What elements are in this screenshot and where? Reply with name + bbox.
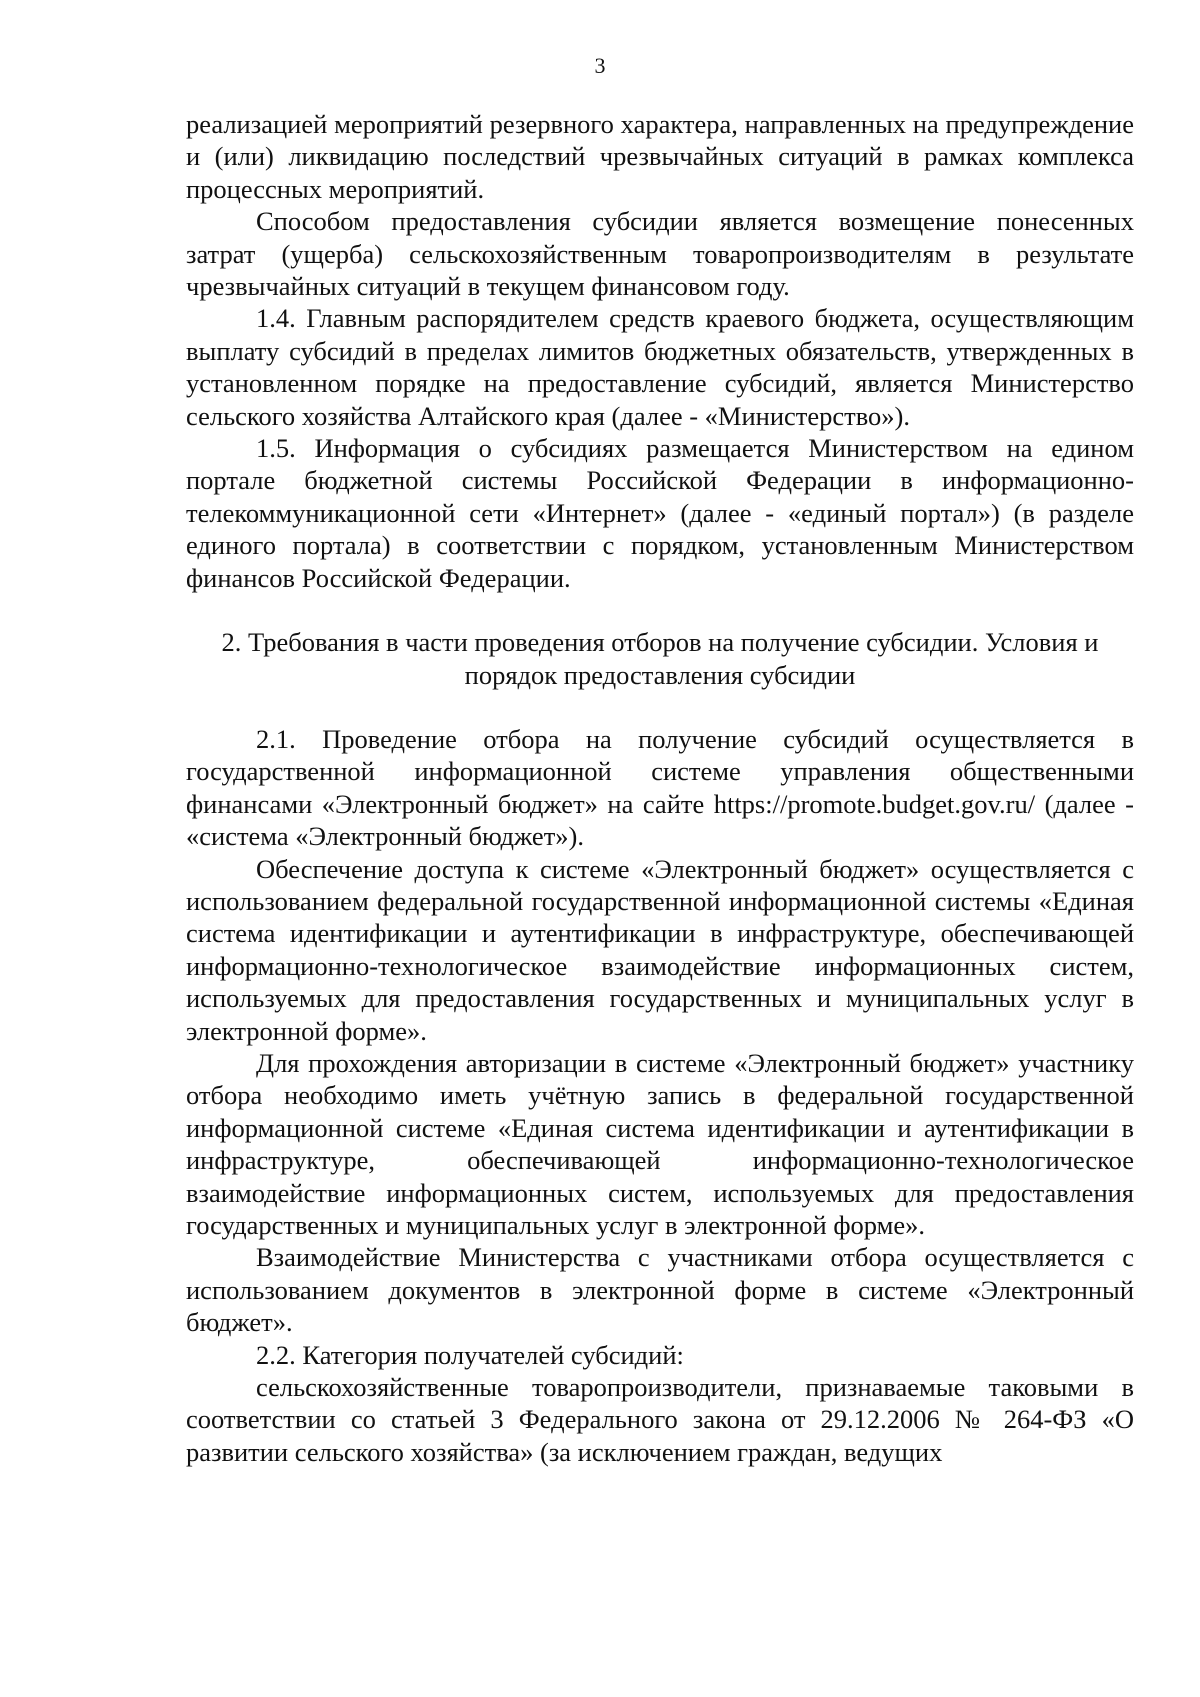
- section-heading-line-1: 2. Требования в части проведения отборов на получение субсидии. Условия и: [221, 627, 1099, 658]
- paragraph-compensation-method: Способом предоставления субсидии является возмещение понесенных затрат (ущерба) сельскохозяйственным товаропроизводителям в результате чрезвычайных ситуаций в текущем финансовом году.: [186, 206, 1134, 302]
- paragraph-continuation: реализацией мероприятий резервного характера, направленных на предупреждение и (или) ликвидацию последствий чрезвычайных ситуаций в рамках комплекса процессных мероприятий.: [186, 109, 1134, 204]
- paragraph-access: Обеспечение доступа к системе «Электронный бюджет» осуществляется с использованием федеральной государственной информационной системы «Единая система идентификации и аутентификации в инфраструктуре, обеспечивающей информационно-технологическое взаимодействие информационных систем, используемых для предоставления государственных и муниципальных услуг в электронной форме».: [186, 853, 1134, 1046]
- section-heading-line-2: порядок предоставления субсидии: [464, 659, 856, 690]
- paragraph-2-1: 2.1. Проведение отбора на получение субсидий осуществляется в государственной информационной системе управления общественными финансами «Электронный бюджет» на сайте https://promote.budget.gov.ru/ (далее - «система «Электронный бюджет»).: [186, 723, 1134, 852]
- section-heading: [186, 626, 1134, 691]
- document-body: [186, 108, 1134, 1468]
- paragraph-2-2: 2.2. Категория получателей субсидий:: [256, 1339, 684, 1370]
- paragraph-1-4: 1.4. Главным распорядителем средств краевого бюджета, осуществляющим выплату субсидий в пределах лимитов бюджетных обязательств, утвержденных в установленном порядке на предоставление субсидий, является Министерство сельского хозяйства Алтайского края (далее - «Министерство»).: [186, 303, 1134, 431]
- paragraph-authorization: Для прохождения авторизации в системе «Электронный бюджет» участнику отбора необходимо иметь учётную запись в федеральной государственной информационной системе «Единая система идентификации и аутентификации в инфраструктуре, обеспечивающей информационно-технологическое взаимодействие информационных систем, используемых для предоставления государственных и муниципальных услуг в электронной форме».: [186, 1047, 1134, 1240]
- paragraph-interaction: Взаимодействие Министерства с участниками отбора осуществляется с использованием документов в электронной форме в системе «Электронный бюджет».: [186, 1242, 1134, 1338]
- page-number: 3: [594, 53, 606, 78]
- paragraph-1-5: 1.5. Информация о субсидиях размещается Министерством на едином портале бюджетной системы Российской Федерации в информационно-телекоммуникационной сети «Интернет» (далее - «единый портал») (в разделе единого портала) в соответствии с порядком, установленным Министерством финансов Российской Федерации.: [186, 433, 1134, 593]
- paragraph-recipients: сельскохозяйственные товаропроизводители, признаваемые таковыми в соответствии со статьей 3 Федерального закона от 29.12.2006 № 264-ФЗ «О развитии сельского хозяйства» (за исключением граждан, ведущих: [186, 1372, 1134, 1467]
